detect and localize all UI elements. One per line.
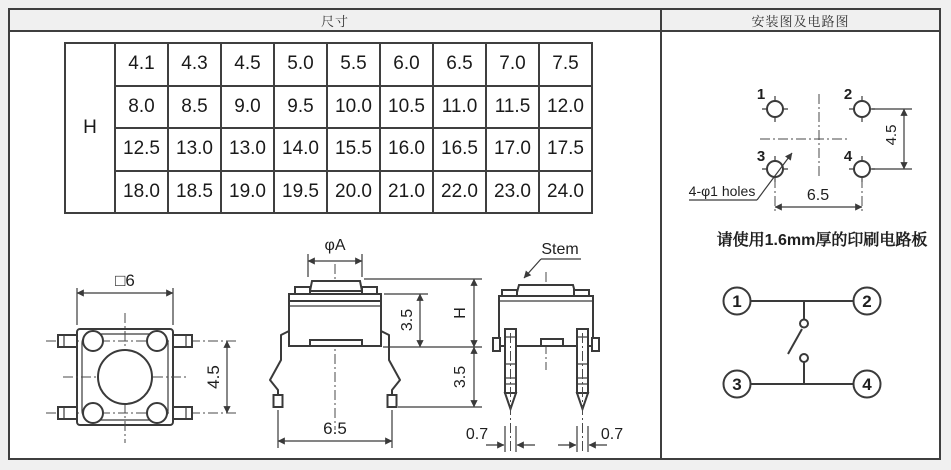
h-value-cell: 20.0: [327, 171, 380, 214]
h-value-cell: 18.0: [115, 171, 168, 214]
h-value-cell: 11.5: [486, 86, 539, 129]
terminal-3-label: 3: [732, 375, 742, 394]
h-value-cell: 4.1: [115, 43, 168, 86]
holes-callout-label: 4-φ1 holes: [688, 183, 756, 199]
h-value-cell: 16.0: [380, 128, 433, 171]
h-value-cell: 8.0: [115, 86, 168, 129]
hole-2-label: 2: [843, 86, 853, 103]
h-value-cell: 13.0: [221, 128, 274, 171]
front-view-drawing: [270, 237, 482, 448]
stem-diameter-label: φA: [324, 237, 346, 254]
h-value-cell: 9.0: [221, 86, 274, 129]
h-value-cell: 7.0: [486, 43, 539, 86]
content-area: [10, 32, 939, 458]
h-value-cell: 21.0: [380, 171, 433, 214]
h-value-cell: 14.0: [274, 128, 327, 171]
h-value-cell: 15.5: [327, 128, 380, 171]
hole-h-pitch-label: 6.5: [806, 187, 830, 204]
h-value-cell: 16.5: [433, 128, 486, 171]
total-height-label: H: [452, 307, 469, 319]
h-value-cell: 5.0: [274, 43, 327, 86]
stem-callout-label: Stem: [541, 241, 579, 258]
leg-height-label: 3.5: [452, 365, 469, 389]
dimensions-panel: [10, 32, 662, 458]
dimensions-header: 尺寸: [10, 10, 662, 30]
pcb-thickness-note: 请使用1.6mm厚的印刷电路板: [716, 232, 928, 249]
h-value-cell: 19.0: [221, 171, 274, 214]
square-size-label: □6: [115, 271, 135, 290]
pin-width-right-label: 0.7: [600, 426, 624, 443]
h-value-cell: 18.5: [168, 171, 221, 214]
h-value-cell: 19.5: [274, 171, 327, 214]
hole-4-label: 4: [843, 148, 853, 165]
h-value-cell: 4.5: [221, 43, 274, 86]
pin-pitch-label: 4.5: [204, 365, 223, 389]
row-header-cell: H: [65, 43, 115, 213]
side-view-drawing: [466, 241, 623, 452]
circuit-diagram: [724, 288, 881, 398]
mounting-diagram: [689, 86, 928, 249]
h-value-cell: 23.0: [486, 171, 539, 214]
h-value-cell: 5.5: [327, 43, 380, 86]
h-value-cell: 10.5: [380, 86, 433, 129]
h-value-cell: 9.5: [274, 86, 327, 129]
hole-3-label: 3: [756, 148, 766, 165]
h-value-cell: 10.0: [327, 86, 380, 129]
top-view-drawing: [46, 271, 236, 443]
h-value-cell: 17.0: [486, 128, 539, 171]
hole-v-pitch-label: 4.5: [883, 124, 900, 146]
h-value-cell: 4.3: [168, 43, 221, 86]
h-value-cell: 7.5: [539, 43, 592, 86]
installation-header: 安装图及电路图: [751, 13, 850, 29]
h-value-cell: 17.5: [539, 128, 592, 171]
body-height-label: 3.5: [399, 308, 416, 332]
h-value-cell: 6.0: [380, 43, 433, 86]
installation-panel: [662, 32, 939, 458]
h-value-cell: 13.0: [168, 128, 221, 171]
h-value-cell: 24.0: [539, 171, 592, 214]
header-row: [10, 10, 939, 32]
hole-1-label: 1: [756, 86, 766, 103]
installation-drawings: [662, 32, 939, 458]
h-value-cell: 12.5: [115, 128, 168, 171]
h-value-cell: 12.0: [539, 86, 592, 129]
terminal-4-label: 4: [862, 375, 872, 394]
h-value-cell: 8.5: [168, 86, 221, 129]
dimension-drawings: [10, 32, 660, 458]
terminal-1-label: 1: [732, 292, 742, 311]
terminal-2-label: 2: [862, 292, 872, 311]
drawing-frame: [8, 8, 941, 460]
h-value-cell: 6.5: [433, 43, 486, 86]
h-value-cell: 22.0: [433, 171, 486, 214]
lead-span-label: 6.5: [323, 419, 347, 438]
h-value-cell: 11.0: [433, 86, 486, 129]
pin-width-left-label: 0.7: [465, 426, 489, 443]
